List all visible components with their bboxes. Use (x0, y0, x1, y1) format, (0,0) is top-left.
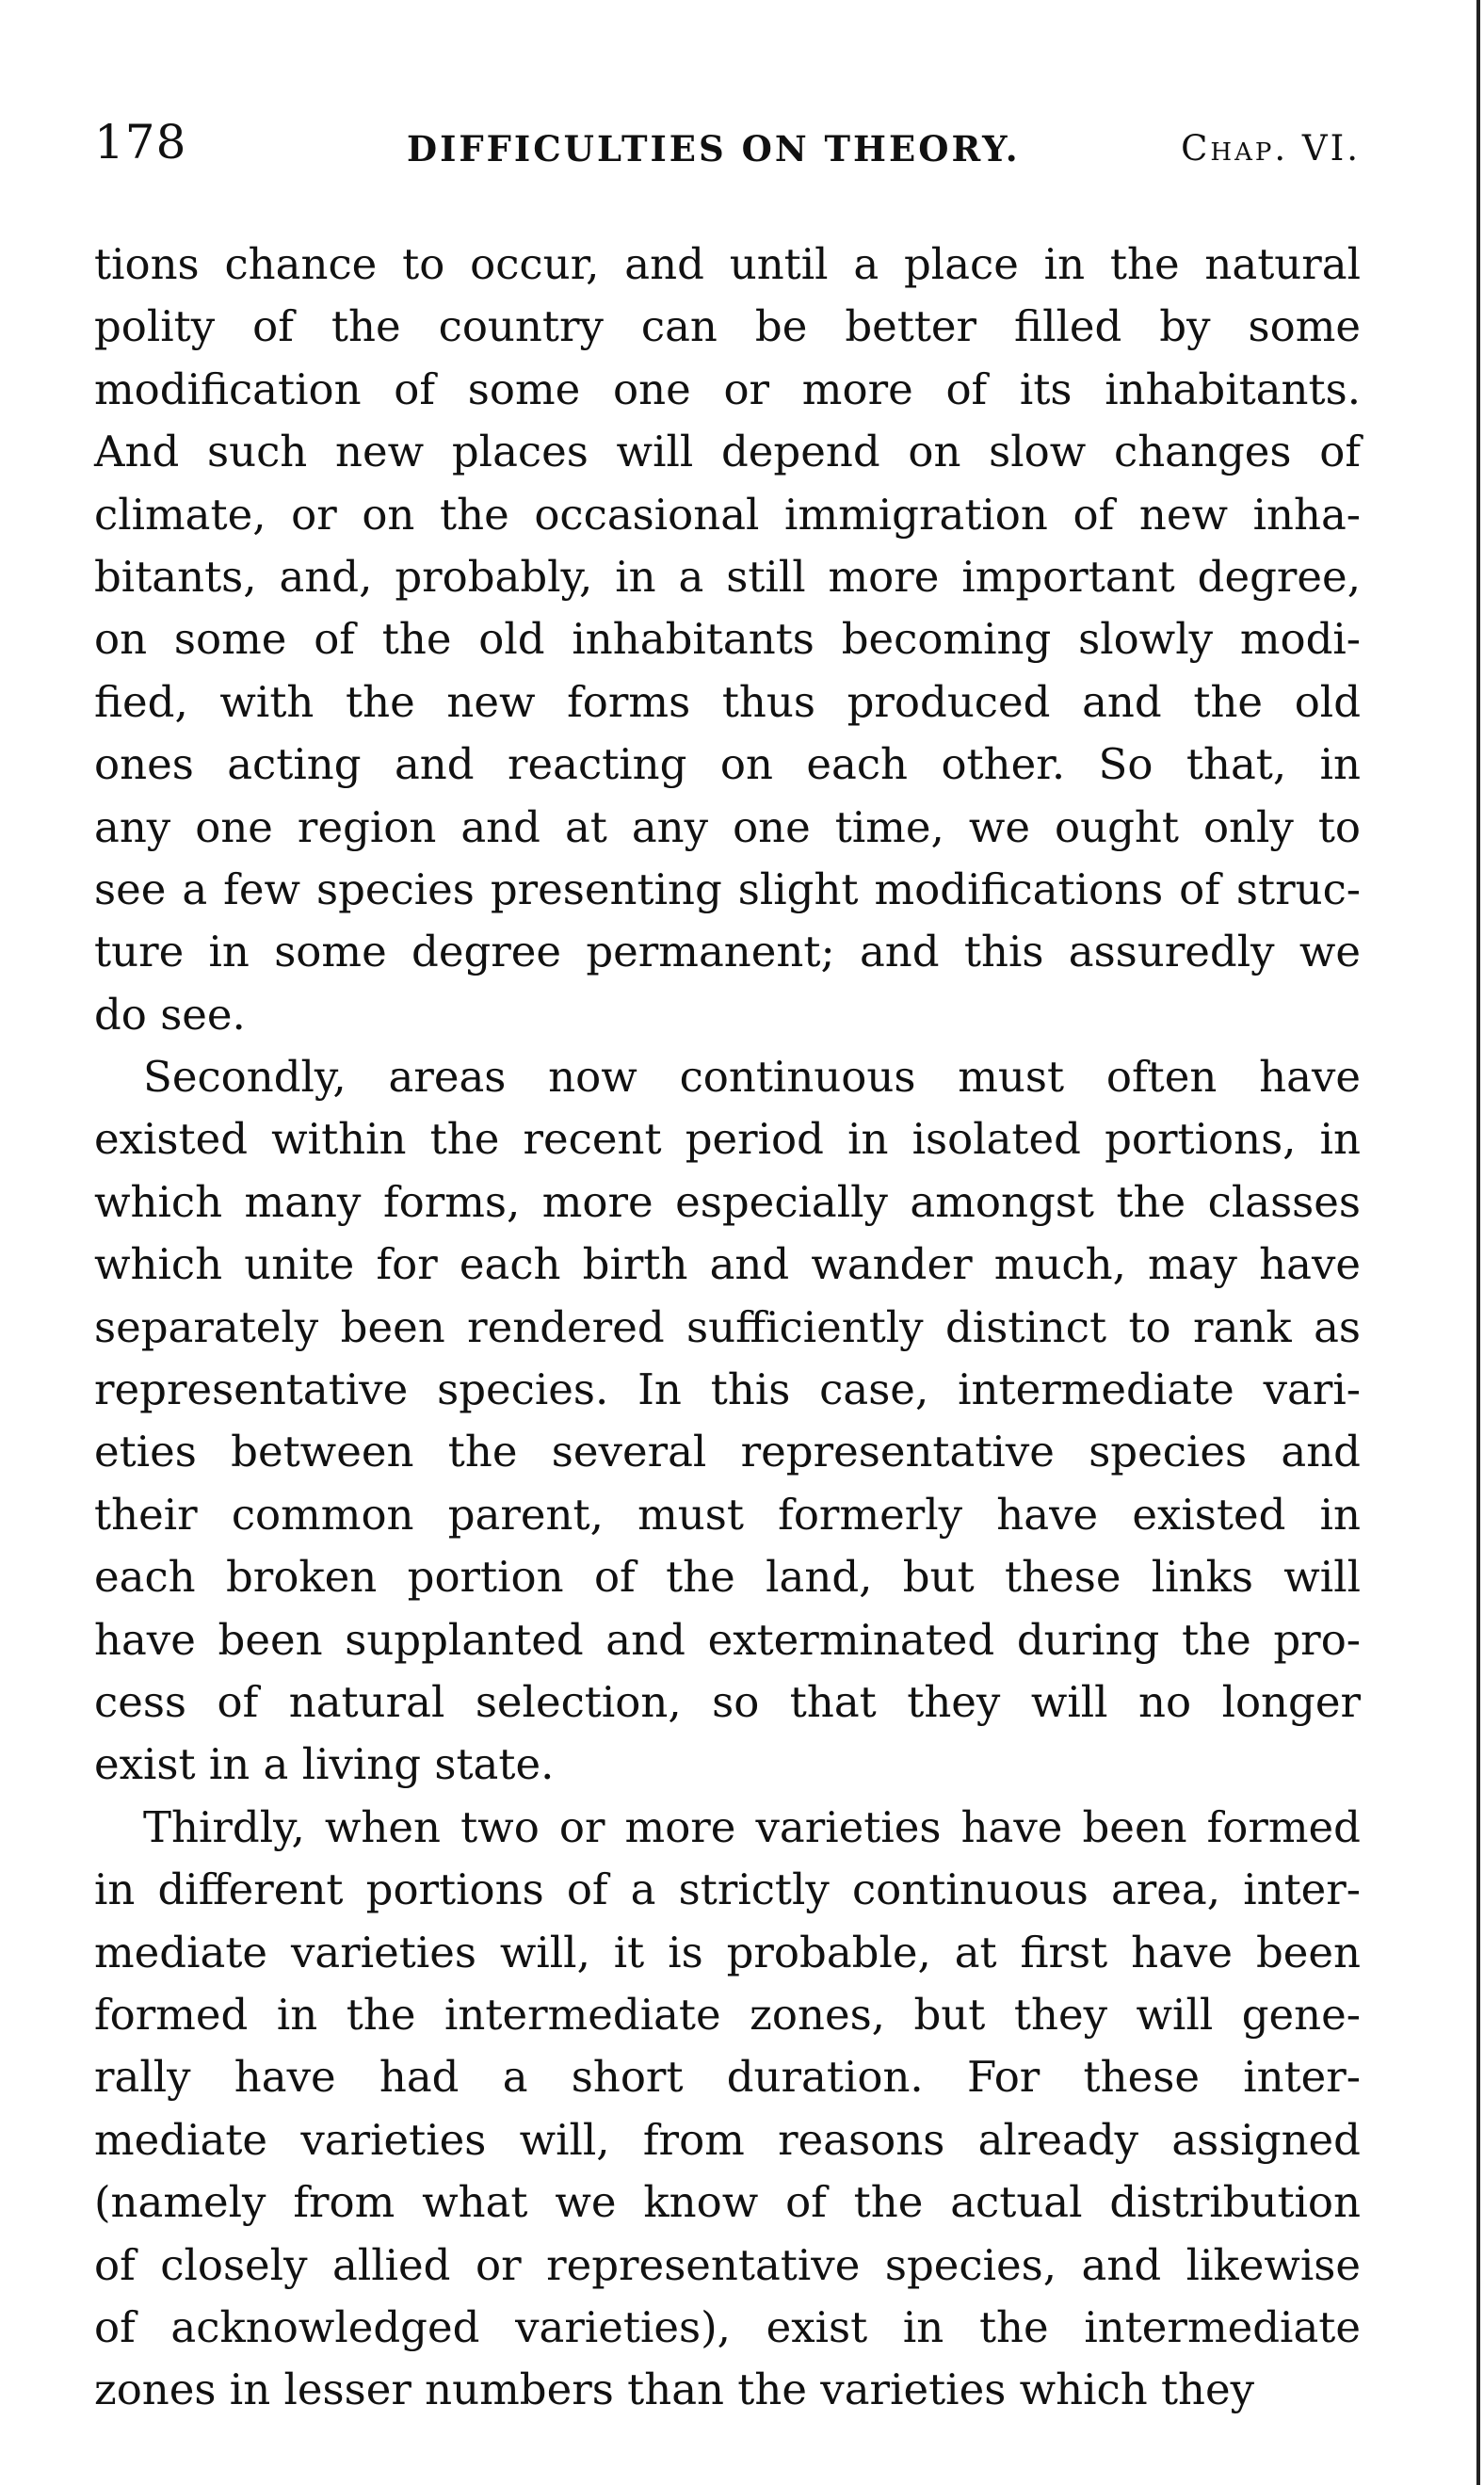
chapter-label: Chap. VI. (1181, 128, 1361, 169)
text-line: formed in the intermediate zones, but they will gene- (94, 1989, 1361, 2040)
page-number: 178 (94, 115, 187, 169)
text-line: eties between the several representative species and (94, 1427, 1361, 1477)
text-line: zones in lesser numbers than the varieties which they (94, 2364, 1255, 2415)
text-line: which many forms, more especially amongst the classes (94, 1176, 1361, 1227)
text-line: in different portions of a strictly continuous area, inter- (94, 1864, 1361, 1915)
text-line: of closely allied or representative species, and likewise (94, 2239, 1361, 2290)
text-line: Thirdly, when two or more varieties have been formed (143, 1801, 1361, 1852)
running-title: DIFFICULTIES ON THEORY. (407, 128, 1021, 169)
text-line: any one region and at any one time, we ought only to (94, 801, 1361, 852)
text-line: ture in some degree permanent; and this assuredly we (94, 927, 1361, 977)
body-text (94, 234, 1361, 2422)
text-line: of acknowledged varieties), exist in the intermediate (94, 2301, 1361, 2352)
text-line: representative species. In this case, intermediate vari- (94, 1364, 1361, 1415)
text-line: do see. (94, 989, 246, 1040)
text-line: each broken portion of the land, but these links will (94, 1552, 1361, 1603)
text-line: separately been rendered sufficiently distinct to rank as (94, 1301, 1361, 1352)
paragraph (94, 1046, 1361, 1797)
text-line: on some of the old inhabitants becoming slowly modi- (94, 614, 1361, 665)
text-line: see a few species presenting slight modifications of struc- (94, 863, 1361, 914)
text-line: have been supplanted and exterminated during the pro- (94, 1614, 1361, 1665)
text-line: ones acting and reacting on each other. So that, in (94, 739, 1361, 790)
text-line: which unite for each birth and wander much, may have (94, 1239, 1361, 1290)
page-binding-edge (1476, 0, 1480, 2485)
text-line: And such new places will depend on slow changes of (94, 427, 1361, 477)
text-line: Secondly, areas now continuous must often have (143, 1052, 1361, 1103)
text-line: bitants, and, probably, in a still more important degree, (94, 551, 1361, 602)
text-line: polity of the country can be better filled by some (94, 301, 1361, 352)
text-line: their common parent, must formerly have existed in (94, 1489, 1361, 1540)
text-line: mediate varieties will, it is probable, at first have been (94, 1927, 1361, 1977)
text-line: climate, or on the occasional immigration of new inha- (94, 489, 1361, 540)
text-line: cess of natural selection, so that they will no longer (94, 1676, 1361, 1727)
text-line: modification of some one or more of its inhabitants. (94, 363, 1361, 414)
text-line: exist in a living state. (94, 1739, 555, 1790)
text-line: mediate varieties will, from reasons already assigned (94, 2114, 1361, 2165)
text-line: existed within the recent period in isolated portions, in (94, 1114, 1361, 1165)
text-line: fied, with the new forms thus produced and the old (94, 676, 1361, 727)
text-line: (namely from what we know of the actual distribution (94, 2177, 1361, 2228)
text-line: tions chance to occur, and until a place in the natural (94, 239, 1361, 289)
running-head (94, 115, 1361, 181)
paragraph (94, 234, 1361, 1046)
paragraph (94, 1797, 1361, 2422)
text-line: rally have had a short duration. For these inter- (94, 2052, 1361, 2103)
